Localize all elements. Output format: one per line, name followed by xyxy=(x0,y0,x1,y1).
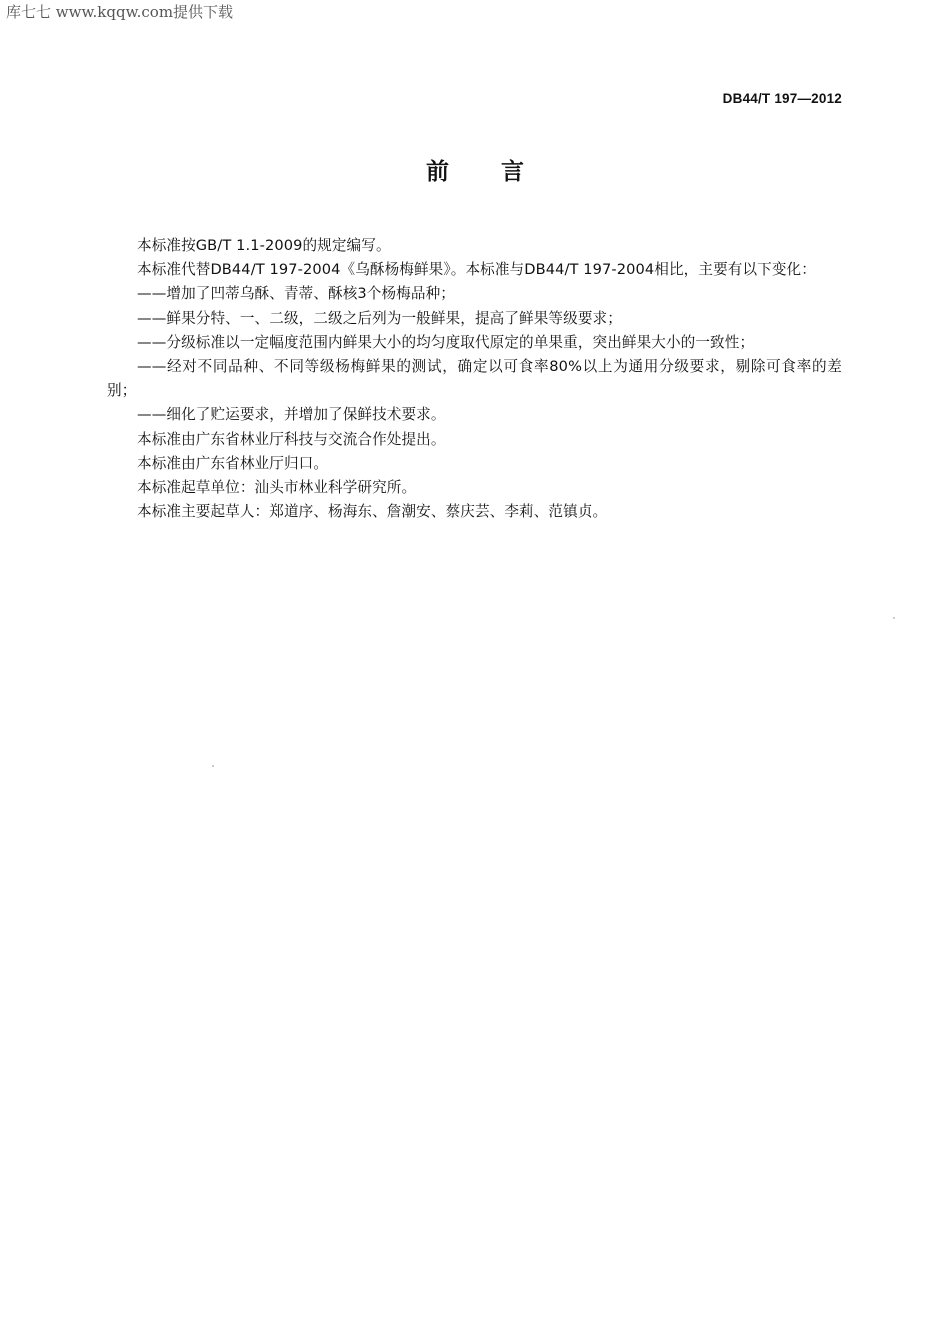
paragraph-replacement: 本标准代替DB44/T 197-2004《乌酥杨梅鲜果》。本标准与DB44/T 197-2004相比，主要有以下变化： xyxy=(137,261,816,279)
change-item-uniformity: ——分级标准以一定幅度范围内鲜果大小的均匀度取代原定的单果重，突出鲜果大小的一致性； xyxy=(137,333,755,351)
foreword-body xyxy=(107,234,842,524)
paragraph-proposer: 本标准由广东省林业厅科技与交流合作处提出。 xyxy=(137,430,446,448)
change-item-varieties: ——增加了凹蒂乌酥、青蒂、酥核3个杨梅品种； xyxy=(137,285,455,303)
change-item-edible-rate: ——经对不同品种、不同等级杨梅鲜果的测试，确定以可食率80%以上为通用分级要求，剔除可食率的差别； xyxy=(107,358,842,400)
scan-speck xyxy=(212,765,214,767)
paragraph-drafters: 本标准主要起草人：郑道序、杨海东、詹潮安、蔡庆芸、李莉、范镇贞。 xyxy=(137,503,608,521)
paragraph-drafting-unit: 本标准起草单位：汕头市林业科学研究所。 xyxy=(137,479,417,497)
paragraph-drafting-rule: 本标准按GB/T 1.1-2009的规定编写。 xyxy=(137,237,391,254)
paragraph-administrator: 本标准由广东省林业厅归口。 xyxy=(137,454,329,472)
watermark-text: 库七七 www.kqqw.com提供下载 xyxy=(6,3,234,21)
change-item-grades: ——鲜果分特、一、二级，二级之后列为一般鲜果，提高了鲜果等级要求； xyxy=(137,309,622,327)
change-item-storage: ——细化了贮运要求，并增加了保鲜技术要求。 xyxy=(137,406,446,424)
standard-code: DB44/T 197—2012 xyxy=(722,91,842,106)
page-title: 前言 xyxy=(426,159,576,185)
scan-speck xyxy=(893,617,895,619)
